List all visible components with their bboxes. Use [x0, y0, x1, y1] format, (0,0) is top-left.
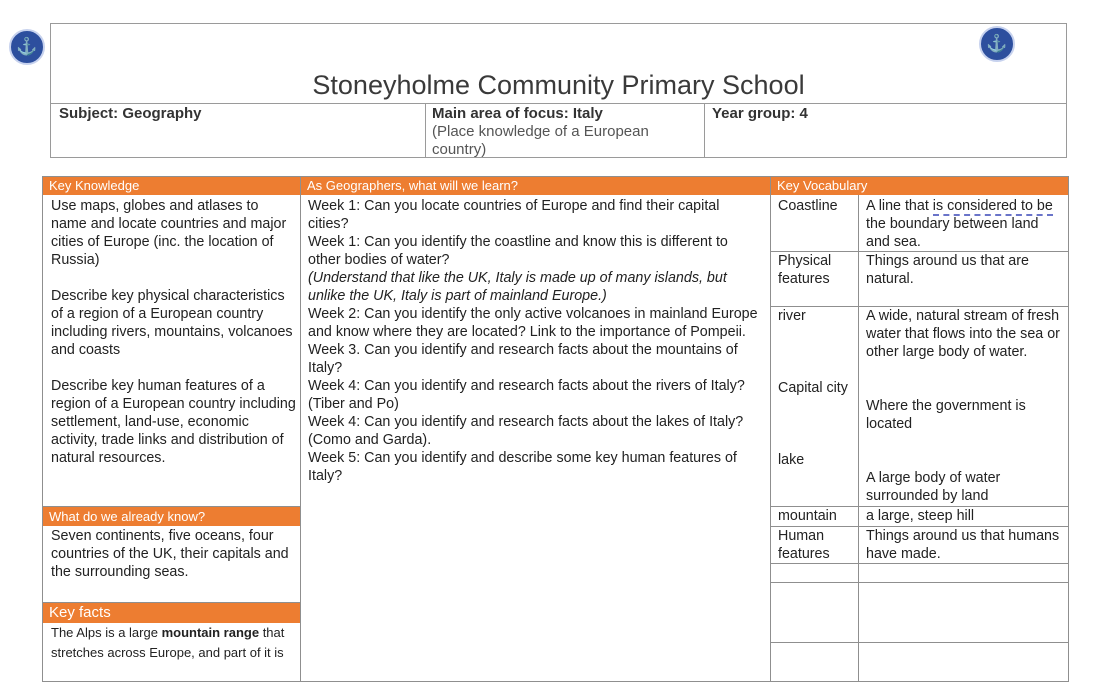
vocab-definition: A large body of water surrounded by land: [866, 470, 1001, 504]
vocab-term: Coastline: [778, 198, 838, 214]
knowledge-paragraph: Describe key human features of a region of a European country including settlement, land-use, economic activity, trade links and distribution of natural resources.: [51, 378, 296, 466]
key-facts-heading: Key facts: [43, 603, 300, 623]
vocab-term: river: [778, 308, 806, 324]
key-knowledge-heading: Key Knowledge: [43, 177, 300, 195]
learn-item: Week 4: Can you identify and research facts about the lakes of Italy? (Como and Garda).: [308, 414, 744, 448]
key-knowledge-body: [51, 197, 297, 467]
vocab-definition: A line that is considered to be the boundary between land and sea.: [866, 198, 1053, 250]
already-know-heading: What do we already know?: [43, 507, 300, 526]
learn-item: Week 4: Can you identify and research facts about the rivers of Italy? (Tiber and Po): [308, 378, 745, 412]
vocab-definition: A wide, natural stream of fresh water that flows into the sea or other large body of water.: [866, 308, 1060, 360]
vocab-heading: Key Vocabulary: [771, 177, 1068, 195]
focus-cell: [432, 105, 700, 159]
learn-item: Week 1: Can you identify the coastline and know this is different to other bodies of water?: [308, 234, 728, 268]
school-crest-icon: [9, 29, 45, 65]
vocab-definition: a large, steep hill: [866, 508, 975, 524]
year-group-label: Year group: 4: [712, 105, 808, 122]
vocab-definition: Where the government is located: [866, 398, 1026, 432]
learn-item: Week 2: Can you identify the only active volcanoes in mainland Europe and know where they are located? Link to the importance of Pompeii.: [308, 306, 758, 340]
knowledge-paragraph: Describe key physical characteristics of a region of a European country including rivers, mountains, volcanoes and coasts: [51, 288, 293, 358]
learn-list: [308, 197, 763, 485]
learn-item-note: (Understand that like the UK, Italy is made up of many islands, but unlike the UK, Italy is part of mainland Europe.): [308, 270, 727, 304]
vocab-definition: Things around us that are natural.: [866, 253, 1029, 287]
school-title: Stoneyholme Community Primary School: [312, 70, 805, 100]
focus-label: Main area of focus: Italy: [432, 105, 603, 122]
vocab-term: Physical features: [778, 253, 832, 287]
learn-item: Week 3. Can you identify and research facts about the mountains of Italy?: [308, 342, 738, 376]
learn-item: Week 5: Can you identify and describe some key human features of Italy?: [308, 450, 737, 484]
knowledge-paragraph: Use maps, globes and atlases to name and locate countries and major cities of Europe (inc. the location of Russia): [51, 198, 287, 268]
vocab-term: lake: [778, 452, 805, 468]
vocab-term: Human features: [778, 528, 830, 562]
focus-sub: (Place knowledge of a European country): [432, 123, 649, 158]
key-facts-text: The Alps is a large mountain range that stretches across Europe, and part of it is: [51, 625, 285, 660]
subject-label: Subject: Geography: [59, 105, 202, 122]
learn-item: Week 1: Can you locate countries of Europe and find their capital cities?: [308, 198, 720, 232]
vocab-definition: Things around us that humans have made.: [866, 528, 1060, 562]
already-know-text: Seven continents, five oceans, four countries of the UK, their capitals and the surrounding seas.: [51, 528, 289, 580]
vocab-term: Capital city: [778, 380, 848, 396]
vocab-term: mountain: [778, 508, 837, 524]
learn-heading: As Geographers, what will we learn?: [301, 177, 770, 195]
